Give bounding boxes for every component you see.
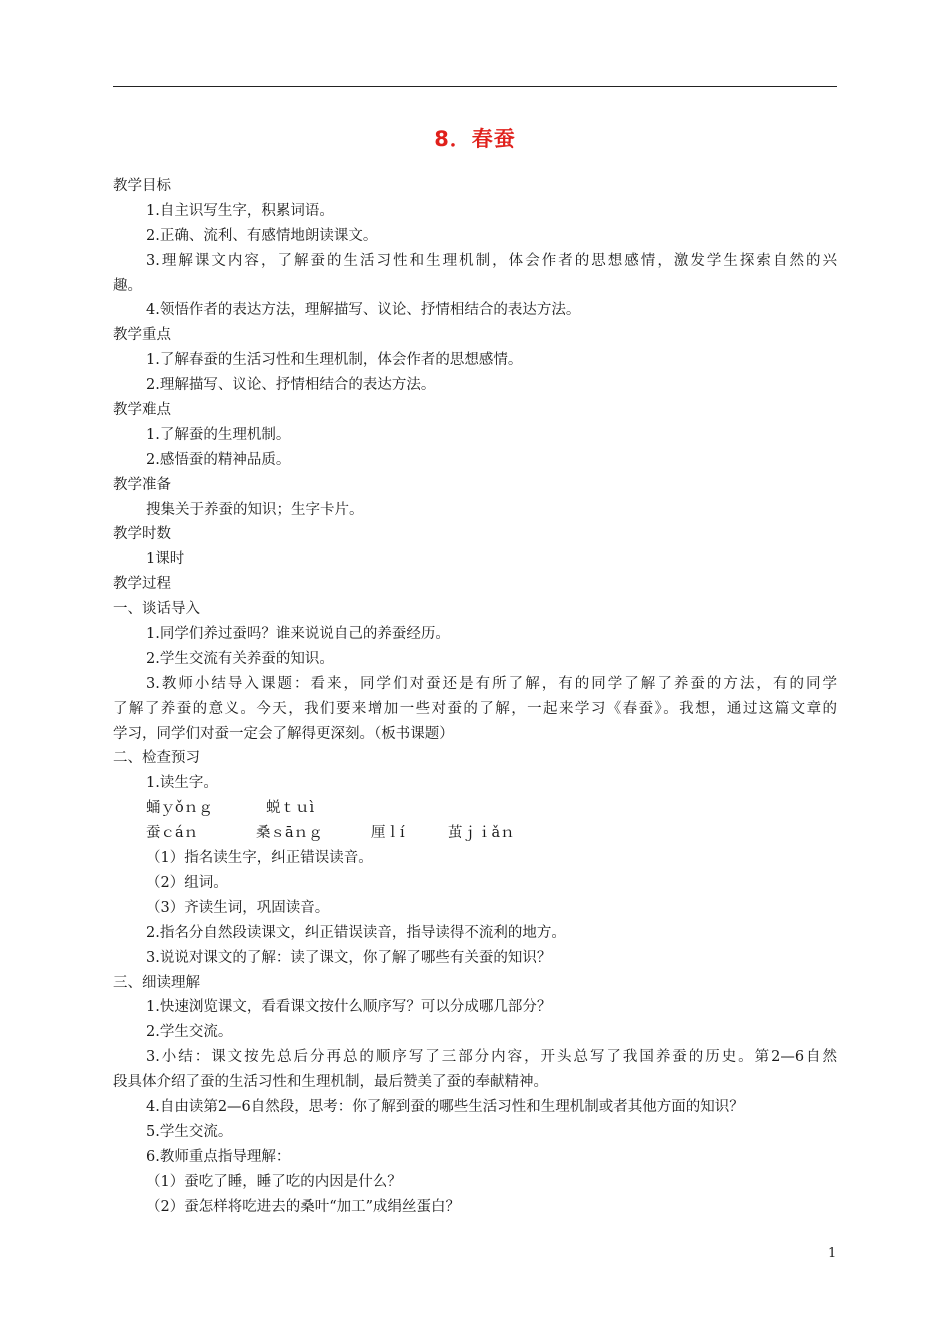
paragraph: 3.教师小结导入课题：看来，同学们对蚕还是有所了解，有的同学了解了养蚕的方法，有的同学 xyxy=(146,675,837,692)
page-number: 1 xyxy=(828,1246,837,1261)
paragraph: 5.学生交流。 xyxy=(146,1123,233,1140)
section-heading-process: 教学过程 xyxy=(113,576,171,593)
section-heading-difficulty: 教学难点 xyxy=(113,402,171,419)
pinyin-row-1 xyxy=(113,796,837,821)
paragraph: 搜集关于养蚕的知识；生字卡片。 xyxy=(146,501,364,518)
paragraph: （1）指名读生字，纠正错误读音。 xyxy=(146,850,373,867)
paragraph: （1）蚕吃了睡，睡了吃的内因是什么？ xyxy=(146,1173,402,1190)
document-body xyxy=(113,174,837,1219)
section-heading-focus: 教学重点 xyxy=(113,327,171,344)
pinyin-item: 厘ｌí xyxy=(371,825,405,842)
paragraph: 1.同学们养过蚕吗？谁来说说自己的养蚕经历。 xyxy=(146,626,450,643)
paragraph: 1.读生字。 xyxy=(146,775,218,792)
paragraph-continued: 了解了养蚕的意义。今天，我们要来增加一些对蚕的了解，一起来学习《春蚕》。我想，通过这篇文章的 xyxy=(113,700,837,717)
paragraph: 4.领悟作者的表达方法，理解描写、议论、抒情相结合的表达方法。 xyxy=(146,302,581,319)
pinyin-item: 蚕ｃáｎ xyxy=(146,825,199,842)
paragraph: 2.学生交流有关养蚕的知识。 xyxy=(146,650,334,667)
paragraph-continued: 段具体介绍了蚕的生活习性和生理机制，最后赞美了蚕的奉献精神。 xyxy=(113,1074,548,1091)
paragraph: 4.自由读第2—6自然段，思考：你了解到蚕的哪些生活习性和生理机制或者其他方面的知识？ xyxy=(146,1098,744,1115)
paragraph: 1.了解蚕的生理机制。 xyxy=(146,426,291,443)
paragraph: 2.理解描写、议论、抒情相结合的表达方法。 xyxy=(146,377,436,394)
section-heading-hours: 教学时数 xyxy=(113,526,171,543)
paragraph: 1.自主识写生字，积累词语。 xyxy=(146,202,334,219)
paragraph: 1课时 xyxy=(146,551,185,568)
paragraph: 1.快速浏览课文，看看课文按什么顺序写？可以分成哪几部分？ xyxy=(146,999,552,1016)
paragraph-continued: 学习，同学们对蚕一定会了解得更深刻。（板书课题） xyxy=(113,725,454,742)
paragraph: 2.正确、流利、有感情地朗读课文。 xyxy=(146,227,378,244)
paragraph: 3.小结：课文按先总后分再总的顺序写了三部分内容，开头总写了我国养蚕的历史。第2—6自然 xyxy=(146,1049,837,1066)
paragraph: 1.了解春蚕的生活习性和生理机制，体会作者的思想感情。 xyxy=(146,352,523,369)
paragraph: 2.感悟蚕的精神品质。 xyxy=(146,451,291,468)
page-title: 8．春蚕 xyxy=(434,127,516,151)
paragraph-continued: 趣。 xyxy=(113,277,142,294)
subsection-heading: 一、谈话导入 xyxy=(113,601,200,618)
section-heading-goals: 教学目标 xyxy=(113,178,171,194)
section-heading-preparation: 教学准备 xyxy=(113,476,171,493)
paragraph: 2.学生交流。 xyxy=(146,1024,233,1041)
subsection-heading: 二、检查预习 xyxy=(113,750,200,767)
paragraph: （2）组词。 xyxy=(146,874,228,891)
pinyin-row-2 xyxy=(113,821,837,846)
paragraph: 6.教师重点指导理解： xyxy=(146,1148,291,1165)
pinyin-item: 蛹ｙǒｎｇ xyxy=(146,800,213,817)
pinyin-item: 蜕ｔｕì xyxy=(266,800,315,817)
paragraph: （2）蚕怎样将吃进去的桑叶“加工”成绢丝蛋白？ xyxy=(146,1198,461,1215)
subsection-heading: 三、细读理解 xyxy=(113,974,200,991)
paragraph: （3）齐读生词，巩固读音。 xyxy=(146,899,330,916)
paragraph: 3.说说对课文的了解：读了课文，你了解了哪些有关蚕的知识？ xyxy=(146,949,552,966)
paragraph: 3.理解课文内容，了解蚕的生活习性和生理机制，体会作者的思想感情，激发学生探索自然的兴 xyxy=(146,252,837,269)
pinyin-item: 桑ｓāｎｇ xyxy=(256,825,323,842)
pinyin-item: 茧ｊｉǎｎ xyxy=(448,825,515,842)
header-rule xyxy=(113,86,837,87)
paragraph: 2.指名分自然段读课文，纠正错误读音，指导读得不流利的地方。 xyxy=(146,924,566,941)
